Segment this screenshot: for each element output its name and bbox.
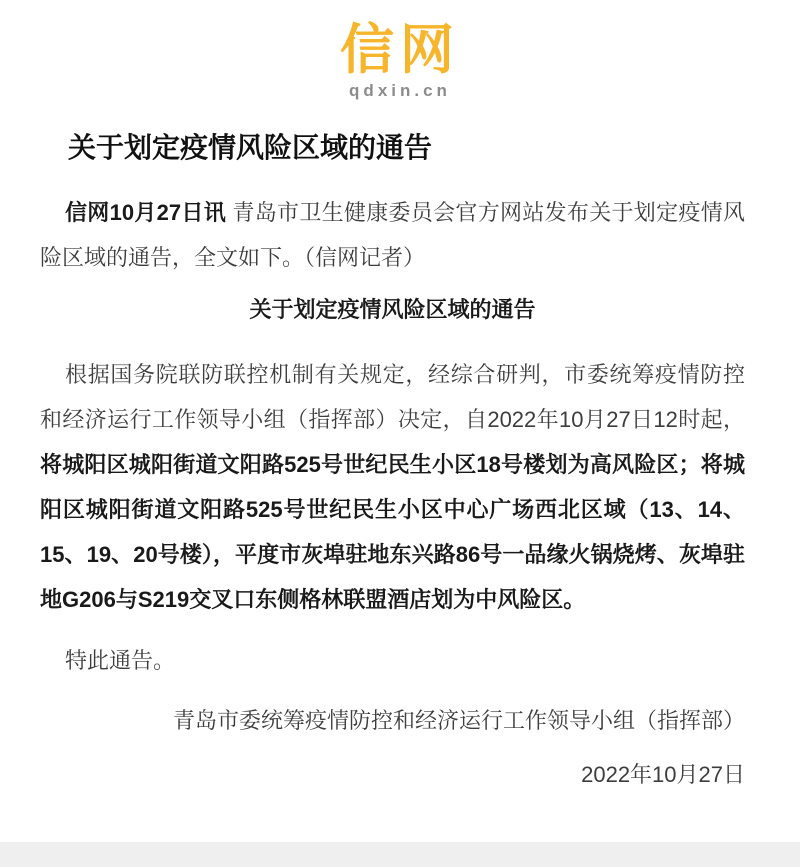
footer-bar — [0, 842, 800, 867]
notice-signature: 青岛市委统筹疫情防控和经济运行工作领导小组（指挥部） — [172, 708, 745, 733]
notice-body-paragraph — [40, 352, 745, 622]
article-body — [0, 128, 800, 797]
notice-body-normal: 根据国务院联防联控机制有关规定，经综合研判，市委统筹疫情防控和经济运行工作领导小组（指挥部）决定，自2022年10月27日12时起， — [40, 362, 745, 432]
intro-paragraph — [40, 190, 745, 280]
notice-body-bold: 将城阳区城阳街道文阳路525号世纪民生小区18号楼划为高风险区；将城阳区城阳街道文阳路525号世纪民生小区中心广场西北区域（13、14、15、19、20号楼），平度市灰埠驻地东兴路86号一品缘火锅烧烤、灰埠驻地G206与S219交叉口东侧格林联盟酒店划为中风险区。 — [40, 452, 745, 612]
intro-text: 青岛市卫生健康委员会官方网站发布关于划定疫情风险区域的通告，全文如下。（信网记者） — [40, 200, 745, 270]
notice-closing: 特此通告。 — [65, 648, 176, 673]
article-title: 关于划定疫情风险区域的通告 — [68, 132, 433, 163]
site-logo-wordmark: 信网 — [340, 20, 460, 80]
site-logo-domain: qdxin.cn — [349, 81, 451, 100]
intro-lead: 信网10月27日讯 — [65, 200, 227, 225]
notice-subtitle: 关于划定疫情风险区域的通告 — [249, 297, 536, 322]
notice-date: 2022年10月27日 — [581, 762, 745, 787]
site-logo[interactable] — [0, 0, 800, 102]
